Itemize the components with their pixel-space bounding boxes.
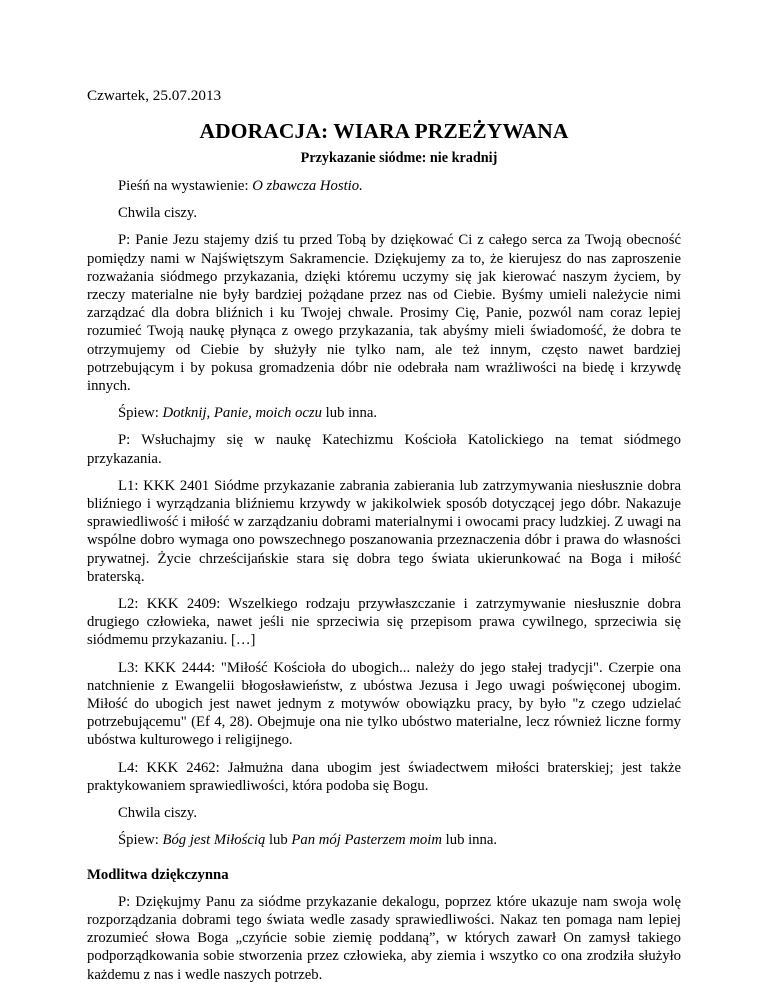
opening-song-title: O zbawcza Hostio. — [252, 178, 363, 194]
document-body — [87, 177, 681, 984]
paragraph-reading-l2: L2: KKK 2409: Wszelkiego rodzaju przywłaszczanie i zatrzymywanie niesłusznie dobra drugiego człowieka, nawet jeśli nie sprzeciwia się przepisom prawa cywilnego, sprzeciwia się siódmemu przykazaniu. […] — [87, 596, 681, 649]
paragraph-reading-l3: L3: KKK 2444: "Miłość Kościoła do ubogich... należy do jego stałej tradycji". Czerpie ona natchnienie z Ewangelii błogosławieństw, z ubóstwa Jezusa i Jego uwagi poświęconej ubogim. Miłość do ubogich jest nawet jednym z motywów obowiązku pracy, by było "z czego udzielać potrzebującemu" (Ef 4, 28). Obejmuje ona nie tylko ubóstwo materialne, lecz również liczne formy ubóstwa kulturowego i religijnego. — [87, 659, 681, 749]
page-subtitle: Przykazanie siódme: nie kradnij — [300, 150, 498, 166]
paragraph-silence-2: Chwila ciszy. — [118, 805, 197, 822]
song-2-title-b: Pan mój Pasterzem moim — [291, 832, 442, 849]
song-1-title: Dotknij, Panie, moich oczu — [162, 405, 322, 422]
song-1-suffix: lub inna. — [321, 405, 378, 422]
song-1-label: Śpiew: — [118, 405, 163, 422]
song-2-mid: lub — [265, 832, 292, 849]
opening-song-label: Pieśń na wystawienie: — [118, 178, 253, 194]
paragraph-song-1 — [87, 404, 681, 422]
paragraph-opening-song — [87, 177, 681, 195]
song-2-suffix: lub inna. — [441, 832, 498, 849]
song-2-label: Śpiew: — [118, 832, 163, 849]
date-line: Czwartek, 25.07.2013 — [87, 87, 222, 104]
paragraph-reading-l4: L4: KKK 2462: Jałmużna dana ubogim jest świadectwem miłości braterskiej; jest także praktykowaniem sprawiedliwości, która podoba się Bogu. — [87, 759, 681, 794]
section-heading-thanksgiving: Modlitwa dziękczynna — [87, 866, 229, 883]
paragraph-priest-prayer: P: Panie Jezu stajemy dziś tu przed Tobą by dziękować Ci z całego serca za Twoją obecność pomiędzy nami w Najświętszym Sakramencie. Dziękujemy za to, że kierujesz do nas zaproszenie rozważania siódmego przykazania, dzięki któremu uczymy się jak kierować naszym życiem, by rzeczy materialne nie były bardziej pożądane przez nas od Ciebie. Byśmy umieli należycie nimi zarządzać dla dobra bliźnich i ku Twojej chwale. Prosimy Cię, Panie, pozwól nam coraz lepiej rozumieć Twoją naukę płynąca z owego przykazania, tak abyśmy mieli świadomość, że dobra te otrzymujemy od Ciebie by służyły nie tylko nam, ale też innym, często nawet bardziej potrzebującym i by pokusa gromadzenia dóbr nie odebrała nam wrażliwości na biedę i krzywdę innych. — [87, 232, 681, 395]
paragraph-thanksgiving: P: Dziękujmy Panu za siódme przykazanie dekalogu, poprzez które ukazuje nam swoja wolę rozporządzania dobrami tego świata wedle zasady sprawiedliwości. Nakaz ten pomaga nam lepiej zrozumieć słowa Boga „czyńcie sobie ziemię poddaną”, w których zawarł On zamysł takiego podporządkowania sobie stworzenia przez człowieka, aby ziemia i wszytko co ona zrodziła służyło każdemu z nas i wedle naszych potrzeb. — [87, 893, 681, 983]
song-2-title-a: Bóg jest Miłością — [162, 832, 266, 849]
paragraph-song-2 — [87, 831, 681, 849]
page-title: ADORACJA: WIARA PRZEŻYWANA — [199, 119, 569, 143]
paragraph-reading-l1: L1: KKK 2401 Siódme przykazanie zabrania zabierania lub zatrzymywania niesłusznie dobra bliźniego i wyrządzania bliźniemu krzywdy w jakikolwiek sposób dotyczącej jego dóbr. Nakazuje sprawiedliwość i miłość w zarządzaniu dobrami materialnymi i owocami pracy ludzkiej. Z uwagi na wspólne dobro wymaga ono powszechnego poszanowania przeznaczenia dóbr i prawa do własności prywatnej. Życie chrześcijańskie stara się dobra tego świata ukierunkować na Boga i miłość braterską. — [87, 477, 681, 585]
paragraph-silence-1: Chwila ciszy. — [118, 205, 197, 222]
paragraph-catechism-intro: P: Wsłuchajmy się w naukę Katechizmu Kościoła Katolickiego na temat siódmego przykazania. — [87, 432, 681, 467]
